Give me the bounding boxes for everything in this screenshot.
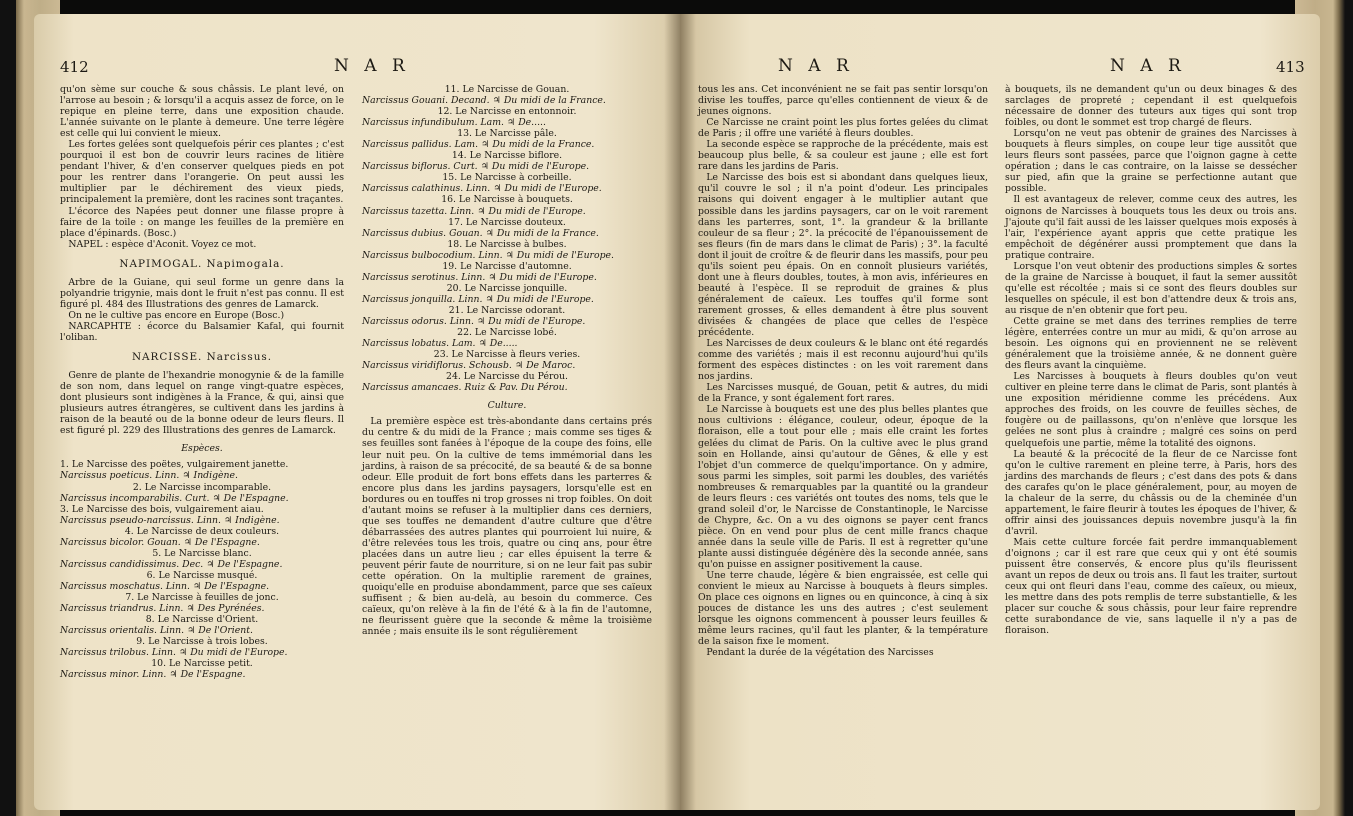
paragraph: Il est avantageux de relever, comme ceux des autres, les oignons de Narcisses à bouquets tous les deux ou trois ans. J'ajoute qu'il fait aussi de les laisser quelques mois exposés à l'air, l'expérience ayant appris que cette pratique les empêchoit de dégénérer aussi promptement que dans la pratique contraire. (1005, 194, 1297, 261)
list-item: Narcissus trilobus. Linn. ♃ Du midi de l'Europe. (60, 647, 288, 659)
list-item: 8. Le Narcisse d'Orient. (145, 614, 259, 626)
list-item: Narcissus Gouani. Decand. ♃ Du midi de la France. (362, 95, 606, 107)
running-head-right-center: N A R (778, 56, 854, 76)
paragraph: La seconde espèce se rapproche de la précédente, mais est beaucoup plus belle, & sa couleur est jaune ; elle est fort rare dans les jardins de Paris. (698, 139, 988, 173)
paragraph: Les Narcisses de deux couleurs & le blanc ont été regardés comme des variétés ; mais il est reconnu aujourd'hui qu'ils forment des espèces distinctes : on les voit rarement dans nos jardins. (698, 338, 988, 383)
list-item: Narcissus biflorus. Curt. ♃ Du midi de l'Europe. (362, 161, 590, 173)
list-item: 15. Le Narcisse à corbeille. (442, 172, 572, 184)
list-item: 20. Le Narcisse jonquille. (446, 282, 568, 294)
book-gutter (664, 14, 696, 810)
paragraph: Ce Narcisse ne craint point les plus fortes gelées du climat de Paris ; il offre une variété à fleurs doubles. (698, 117, 988, 140)
list-item: Narcissus dubius. Gouan. ♃ Du midi de la France. (362, 227, 599, 239)
paragraph: à bouquets, ils ne demandent qu'un ou deux binages & des sarclages de propreté ; cependant il est quelquefois nécessaire de donner des tuteurs aux tiges qui sont trop foibles, ou dont le sommet est trop chargé de fleurs. (1005, 84, 1297, 129)
list-item: Narcissus orientalis. Linn. ♃ De l'Orient. (60, 625, 253, 637)
list-item: Narcissus lobatus. Lam. ♃ De..... (362, 338, 518, 350)
list-item: 21. Le Narcisse odorant. (448, 304, 566, 316)
paragraph: Mais cette culture forcée fait perdre immanquablement d'oignons ; car il est rare que ceux qui y ont été soumis puissent être conservés, & encore plus qu'ils fleurissent avant un repos de deux ou trois ans. Il faut les traiter, surtout ceux qui ont fleuri dans l'eau, comme des caïeux, ou mieux, les mettre dans des pots remplis de terre substantielle, & les placer sur couche & sous châssis, pour leur faire reprendre cette surabondance de vie, sans laquelle il n'y a pas de floraison. (1005, 536, 1297, 637)
subheading-culture: Culture. (487, 400, 527, 412)
list-item: Narcissus odorus. Linn. ♃ Du midi de l'Europe. (362, 315, 586, 327)
list-item: 19. Le Narcisse d'automne. (442, 260, 572, 272)
paragraph: Les Narcisses à bouquets à fleurs doubles qu'on veut cultiver en pleine terre dans le climat de Paris, sont plantés à une exposition méridienne comme les précédens. Aux approches des froids, on les couvre de feuilles sèches, de fougère ou de paillassons, qu'on n'enlève que lorsque les gelées ne sont plus à craindre ; malgré ces soins on perd quelquefois une partie, même la totalité des oignons. (1005, 371, 1297, 449)
right-page-column-2 (1005, 84, 1297, 636)
paragraph: Le Narcisse des bois est si abondant dans quelques lieux, qu'il couvre le sol ; il n'a point d'odeur. Les principales raisons qui doivent engager à le multiplier autant que possible dans les jardins paysagers, car on le voit rarement dans les parterres, sont, 1°. la grandeur & la brillante couleur de sa fleur ; 2°. la précocité de l'épanouissement de ses fleurs (fin de mars dans le climat de Paris) ; 3°. la faculté dont il jouit de croître & de fleurir dans les massifs, pour peu qu'ils soient peu épais. On en connoît plusieurs variétés, dont une à fleurs doubles, toutes, à mon avis, inférieures en beauté à l'espèce. Il se reproduit de graines & plus généralement de caïeux. Les touffes qu'il forme sont rarement grosses, & elles demandent à être plus souvent divisées & changées de place que celles de l'espèce précédente. (698, 172, 988, 339)
paragraph: Le Narcisse à bouquets est une des plus belles plantes que nous cultivions : élégance, couleur, odeur, époque de la floraison, elle a tout pour elle ; mais elle craint les fortes gelées du climat de Paris. On la cultive avec le plus grand soin en Hollande, ainsi qu'autour de Gênes, & elle y est l'objet d'un commerce de quelqu'importance. On y admire, sous parmi les simples, soit parmi les doubles, des variétés nombreuses & remarquables par la quantité ou la grandeur de leurs fleurs : ces variétés ont toutes des noms, tels que le grand soleil d'or, le Narcisse de Constantinople, le Narcisse de Chypre, &c. On a vu des oignons se payer cent francs pièce. On en vend pour plus de cent mille francs chaque année dans la seule ville de Paris. Il est à regretter qu'une plante aussi distinguée dégénère dès la seconde année, sans qu'on puisse en assigner positivement la cause. (698, 404, 988, 571)
left-page (34, 14, 680, 810)
list-item: Narcissus poeticus. Linn. ♃ Indigène. (60, 470, 238, 482)
list-item: 12. Le Narcisse en entonnoir. (437, 106, 577, 118)
list-item: 13. Le Narcisse pâle. (457, 128, 557, 140)
paragraph: tous les ans. Cet inconvénient ne se fait pas sentir lorsqu'on divise les touffes, parce qu'elles contiennent de vieux & de jeunes oignons. (698, 84, 988, 118)
list-item: Narcissus amancaes. Ruiz & Pav. Du Pérou. (362, 382, 568, 394)
right-page (680, 14, 1320, 810)
list-item: 3. Le Narcisse des bois, vulgairement aiau. (60, 503, 264, 515)
paragraph: Pendant la durée de la végétation des Narcisses (706, 647, 934, 659)
list-item: Narcissus candidissimus. Dec. ♃ De l'Espagne. (60, 558, 283, 570)
list-item: 18. Le Narcisse à bulbes. (447, 238, 567, 250)
list-item: Narcissus calathinus. Linn. ♃ Du midi de l'Europe. (362, 183, 602, 195)
list-item: 16. Le Narcisse à bouquets. (441, 194, 573, 206)
list-item: 4. Le Narcisse de deux couleurs. (124, 525, 280, 537)
list-item: Narcissus pallidus. Lam. ♃ Du midi de la France. (362, 139, 595, 151)
paragraph: qu'on sème sur couche & sous châssis. Le plant levé, on l'arrose au besoin ; & lorsqu'il a acquis assez de force, on le repique en pleine terre, dans une exposition chaude. L'année suivante on le plante à demeure. Une terre légère est celle qui lui convient le mieux. (60, 84, 344, 140)
heading-narcisse: NARCISSE. Narcissus. (131, 351, 273, 364)
list-item: 9. Le Narcisse à trois lobes. (136, 636, 268, 648)
running-head-left: N A R (334, 56, 410, 76)
paragraph: On ne le cultive pas encore en Europe (Bosc.) (68, 309, 285, 321)
list-item: Narcissus pseudo-narcissus. Linn. ♃ Indigène. (60, 514, 280, 526)
paragraph: Cette graine se met dans des terrines remplies de terre légère, enterrées contre un mur au midi, & qu'on arrose au besoin. Les oignons qui en proviennent ne se relèvent généralement que la troisième année, & ne donnent guère des fleurs avant la cinquième. (1005, 315, 1297, 372)
list-item: Narcissus bicolor. Gouan. ♃ De l'Espagne. (60, 536, 260, 548)
paragraph: La première espèce est très-abondante dans certains prés du centre & du midi de la France ; mais comme ses tiges & ses feuilles sont fanées à l'époque de la coupe des foins, elle leur nuit peu. On la cultive de tems immémorial dans les jardins, à raison de sa précocité, de sa beauté & de sa bonne odeur. Elle produit de fort bons effets dans les parterres & encore plus dans les jardins paysagers, lorsqu'elle est en bordures ou en touffes ni trop grosses ni trop foibles. On doit d'autant moins se refuser à la multiplier dans ces derniers, que ses touffes ne demandent d'autre culture que d'être débarrassées des autres plantes qui pourroient lui nuire, & d'être relevées tous les trois, quatre ou cinq ans, pour être placées dans un autre lieu ; car elles épuisent la terre & peuvent périr faute de nourriture, si on ne leur fait pas subir cette opération. On la multiplie rarement de graines, quoiqu'elle en produise abondamment, parce que ses caïeux suffisent ; & bien au-delà, au besoin du commerce. Ces caïeux, qu'on relève à la fin de l'été & à la fin de l'automne, ne fleurissent guère que la seconde & même la troisième année ; mais ensuite ils le sont régulièrement (362, 416, 652, 638)
paragraph: Genre de plante de l'hexandrie monogynie & de la famille de son nom, dans lequel on range vingt-quatre espèces, dont plusieurs sont indigènes à la France, & qui, ainsi que plusieurs autres étrangères, se cultivent dans les jardins à raison de la beauté ou de la bonne odeur de leurs fleurs. Il est figuré pl. 229 des Illustrations des genres de Lamarck. (60, 370, 344, 437)
list-item: Narcissus tazetta. Linn. ♃ Du midi de l'Europe. (362, 205, 586, 217)
list-item: 17. Le Narcisse douteux. (448, 216, 566, 228)
left-page-column-1 (60, 84, 344, 680)
list-item: Narcissus viridiflorus. Schousb. ♃ De Maroc. (362, 360, 576, 372)
paragraph: Arbre de la Guiane, qui seul forme un genre dans la polyandrie trigynie, mais dont le fruit n'est pas connu. Il est figuré pl. 484 des Illustrations des genres de Lamarck. (60, 276, 344, 310)
running-head-right: N A R (1110, 56, 1186, 76)
list-item: 14. Le Narcisse biflore. (451, 150, 563, 162)
page-number-right: 413 (1276, 58, 1305, 76)
list-item: 6. Le Narcisse musqué. (146, 569, 258, 581)
list-item: 7. Le Narcisse à feuilles de jonc. (125, 591, 279, 603)
list-item: 5. Le Narcisse blanc. (152, 547, 252, 559)
list-item: 11. Le Narcisse de Gouan. (444, 84, 570, 95)
list-item: 22. Le Narcisse lobé. (457, 327, 557, 339)
list-item: Narcissus bulbocodium. Linn. ♃ Du midi de l'Europe. (362, 249, 615, 261)
paragraph: La beauté & la précocité de la fleur de ce Narcisse font qu'on le cultive rarement en pleine terre, à Paris, hors des jardins des marchands de fleurs ; c'est dans des pots & dans des carafes qu'on le place généralement, pour, au moyen de la chaleur de la serre, du châssis ou de la cheminée d'un appartement, le faire fleurir à toutes les époques de l'hiver, & offrir ainsi des jouissances depuis novembre jusqu'à la fin d'avril. (1005, 448, 1297, 537)
paragraph: Une terre chaude, légère & bien engraissée, est celle qui convient le mieux au Narcisse à bouquets à fleurs simples. On place ces oignons en lignes ou en quinconce, à cinq à six pouces de distance les uns des autres ; c'est seulement lorsque les oignons commencent à pousser leurs feuilles & même leurs racines, qu'il faut les planter, & la température de la saison fixe le moment. (698, 570, 988, 648)
heading-napimogal: NAPIMOGAL. Napimogala. (119, 257, 285, 270)
right-page-column-1 (698, 84, 988, 658)
list-item: 24. Le Narcisse du Pérou. (446, 371, 568, 383)
page-number-left: 412 (60, 58, 89, 76)
entry-napel: NAPEL : espèce d'Aconit. Voyez ce mot. (68, 238, 257, 250)
paragraph: Les fortes gelées sont quelquefois périr ces plantes ; c'est pourquoi il est bon de couvrir leurs racines de litière pendant l'hiver, & d'en conserver quelques pieds en pot pour les rentrer dans l'orangerie. On peut aussi les multiplier par le déchirement des vieux pieds, principalement la première, dont les racines sont traçantes. (60, 139, 344, 206)
list-item: Narcissus serotinus. Linn. ♃ Du midi de l'Europe. (362, 271, 597, 283)
list-item: 23. Le Narcisse à fleurs veries. (433, 349, 581, 361)
list-item: 2. Le Narcisse incomparable. (132, 481, 272, 493)
entry-narcaphte: NARCAPHTE : écorce du Balsamier Kafal, qui fournit l'oliban. (60, 320, 344, 343)
list-item: 1. Le Narcisse des poëtes, vulgairement janette. (60, 459, 289, 471)
list-item: Narcissus triandrus. Linn. ♃ Des Pyrénées. (60, 603, 265, 615)
paragraph: L'écorce des Napées peut donner une filasse propre à faire de la toile : on mange les feuilles de la première en place d'épinards. (Bosc.) (60, 205, 344, 239)
paragraph: Les Narcisses musqué, de Gouan, petit & autres, du midi de la France, y sont également fort rares. (698, 382, 988, 405)
left-page-column-2 (362, 84, 652, 637)
paragraph: Lorsqu'on ne veut pas obtenir de graines des Narcisses à bouquets à fleurs simples, on coupe leur tige aussitôt que leurs fleurs sont passées, parce que l'oignon gagne à cette opération ; dans le cas contraire, on la laisse se dessécher sur pied, afin que la graine se perfectionne autant que possible. (1005, 128, 1297, 195)
list-item: Narcissus moschatus. Linn. ♃ De l'Espagne. (60, 580, 270, 592)
list-item: Narcissus incomparabilis. Curt. ♃ De l'Espagne. (60, 492, 289, 504)
list-item: Narcissus infundibulum. Lam. ♃ De..... (362, 117, 546, 129)
species-list (60, 459, 344, 680)
paragraph: Lorsque l'on veut obtenir des productions simples & sortes de la graine de Narcisse à bouquet, il faut la semer aussitôt qu'elle est récoltée ; mais si ce sont des fleurs doubles sur lesquelles on spécule, il est bon d'attendre deux & trois ans, au risque de n'en obtenir que fort peu. (1005, 260, 1297, 316)
list-item: 10. Le Narcisse petit. (151, 658, 253, 670)
list-item: Narcissus jonquilla. Linn. ♃ Du midi de l'Europe. (362, 293, 594, 305)
species-list-continued (362, 84, 652, 393)
list-item: Narcissus minor. Linn. ♃ De l'Espagne. (60, 669, 246, 681)
subheading-especes: Espèces. (181, 443, 223, 455)
